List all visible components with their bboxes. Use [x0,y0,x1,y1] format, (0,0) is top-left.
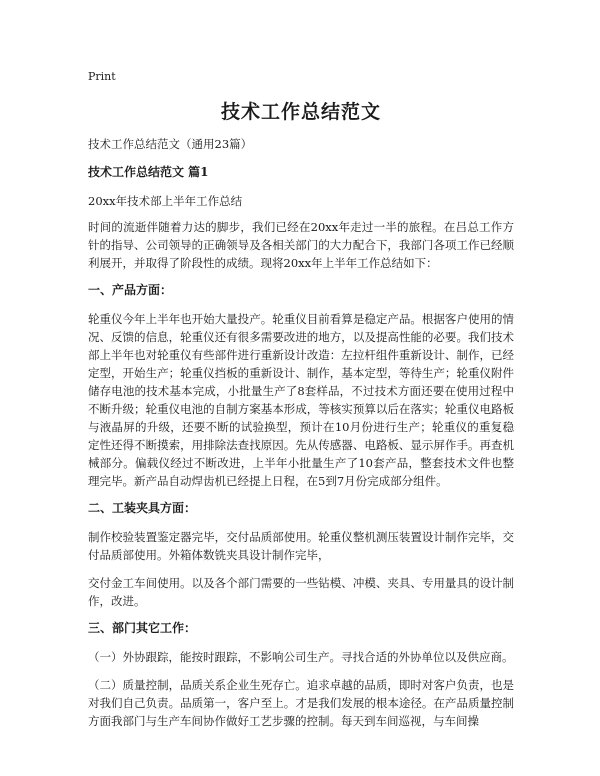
other-work-paragraph-2: （二）质量控制，品质关系企业生死存亡。追求卓越的品质，即时对客户负责，也是对我们自己负责。品质第一，客户至上。才是我们发展的根本途径。在产品质量控制方面我部门与生产车间协作做好工艺步骤的控制。每天到车间巡视，与车间操 [88,678,514,728]
intro-paragraph: 时间的流逝伴随着力达的脚步，我们已经在20xx年走过一半的旅程。在吕总工作方针的指导、公司领导的正确领导及各相关部门的大力配合下，我部门各项工作已经顺利展开，并取得了阶段性的成绩。现将20xx年上半年工作总结如下： [88,220,514,270]
print-link[interactable]: Print [88,70,116,83]
heading-products: 一、产品方面： [88,283,173,297]
products-paragraph: 轮重仪今年上半年也开始大量投产。轮重仪目前看算是稳定产品。根据客户使用的情况、反馈的信息，轮重仪还有很多需要改进的地方，以及提高性能的必要。我们技术部上半年也对轮重仪有些部件进行重新设计改造：左拉杆组件重新设计、制作，已经定型，开始生产；轮重仪挡板的重新设计、制作，基本定型，等待生产；轮重仪附件储存电池的技术基本完成，小批量生产了8套样品，不过技术方面还要在使用过程中不断升级；轮重仪电池的自制方案基本形成，等核实预算以后在落实；轮重仪电路板与液晶屏的升级，还要不断的试验换型，预计在10月份进行生产；轮重仪的重复稳定性还得不断摸索，用排除法查找原因。先从传感器、电路板、显示屏作手。再查机械部分。偏载仪经过不断改进，上半年小批量生产了10套产品，整套技术文件也整理完毕。新产品自动焊齿机已经提上日程，在5到7月份完成部分组件。 [88,312,514,488]
heading-fixtures: 二、工装夹具方面： [88,501,197,515]
document-title: 技术工作总结范文 [220,101,381,123]
fixtures-paragraph-1: 制作校验装置鉴定器完毕，交付品质部使用。轮重仪整机测压装置设计制作完毕，交付品质部使用。外箱体数铣夹具设计制作完毕， [88,530,514,562]
section-title: 技术工作总结范文 篇1 [88,165,209,179]
report-title: 20xx年技术部上半年工作总结 [88,194,243,208]
document-subtitle: 技术工作总结范文（通用23篇） [88,137,253,151]
other-work-paragraph-1: （一）外协跟踪，能按时跟踪，不影响公司生产。寻找合适的外协单位以及供应商。 [88,650,514,664]
heading-other-work: 三、部门其它工作： [88,621,197,635]
fixtures-paragraph-2: 交付金工车间使用。以及各个部门需要的一些钻模、冲模、夹具、专用量具的设计制作，改进。 [88,576,514,608]
